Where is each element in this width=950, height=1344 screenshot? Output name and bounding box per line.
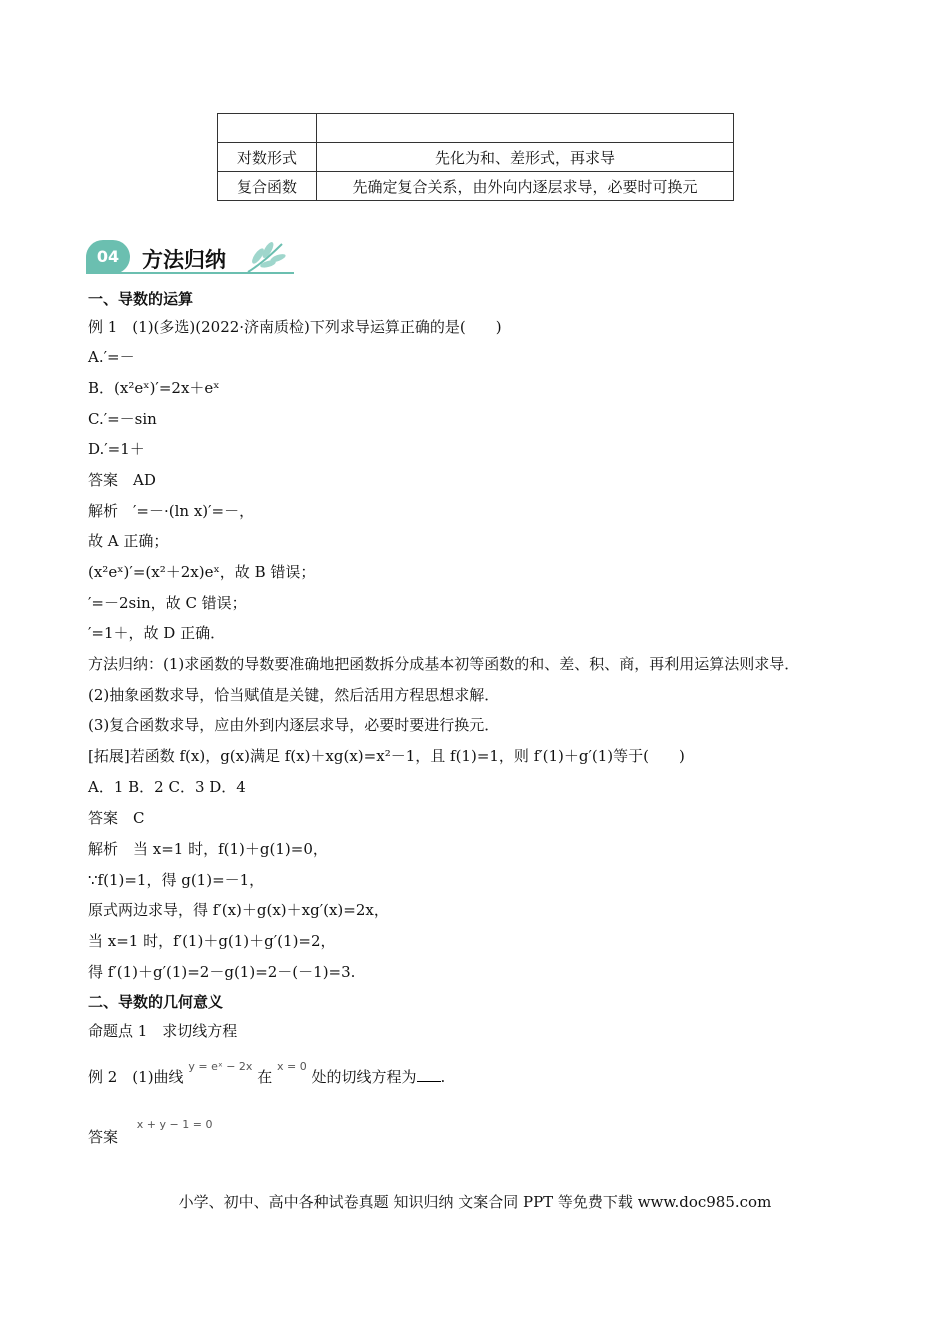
curve-formula: y = eˣ − 2x (188, 1060, 253, 1073)
example1-question: 例 1 (1)(多选)(2022·济南质检)下列求导运算正确的是( ) (88, 318, 502, 336)
method-summary-2: (2)抽象函数求导，恰当赋值是关键，然后活用方程思想求解． (88, 686, 500, 704)
leaf-icon (244, 238, 288, 280)
answer-extension: 答案 C (88, 809, 145, 827)
analysis-line: 得 f′(1)＋g′(1)=2－g(1)=2－(－1)=3. (88, 963, 356, 981)
analysis-line: 原式两边求导，得 f′(x)＋g(x)＋xg′(x)=2x， (88, 901, 389, 919)
analysis-line: 当 x=1 时，f′(1)＋g(1)＋g′(1)=2， (88, 932, 336, 950)
option-a: A.′=－ (88, 348, 135, 366)
analysis-line: ′=1＋，故 D 正确． (88, 624, 226, 642)
example2-prefix: 例 2 (1)曲线 (88, 1068, 184, 1086)
answer-2 (88, 1118, 213, 1150)
section-number-badge: 04 (86, 240, 130, 274)
table-cell: 先化为和、差形式，再求导 (317, 143, 734, 172)
analysis-line: 故 A 正确； (88, 532, 169, 550)
example2-mid: 在 (257, 1068, 273, 1086)
method-summary-3: (3)复合函数求导，应由外到内逐层求导，必要时要进行换元． (88, 716, 500, 734)
table-row (218, 172, 734, 201)
extension-question: [拓展]若函数 f(x)，g(x)满足 f(x)＋xg(x)=x²－1，且 f(1)=1，则 f′(1)＋g′(1)等于( ) (88, 747, 685, 765)
answer-1: 答案 AD (88, 471, 156, 489)
heading-derivative-operations: 一、导数的运算 (88, 290, 194, 308)
table-cell: 复合函数 (218, 172, 317, 201)
analysis-extension: 解析 当 x=1 时，f(1)＋g(1)=0， (88, 840, 328, 858)
formula-table (217, 113, 734, 201)
extension-options: A．1 B．2 C．3 D．4 (88, 778, 246, 796)
section-title: 方法归纳 (142, 248, 226, 272)
answer-blank (417, 1067, 441, 1082)
example2-suffix: 处的切线方程为 (311, 1068, 417, 1086)
option-c: C.′=－sin (88, 410, 157, 428)
table-cell: 先确定复合关系，由外向内逐层求导，必要时可换元 (317, 172, 734, 201)
option-d: D.′=1＋ (88, 440, 145, 458)
page-footer: 小学、初中、高中各种试卷真题 知识归纳 文案合同 PPT 等免费下载 www.doc985.com (178, 1193, 772, 1211)
option-b: B．(x²eˣ)′=2x＋eˣ (88, 379, 220, 397)
analysis-1: 解析 ′=－·(ln x)′=－， (88, 502, 255, 520)
answer-label: 答案 (88, 1128, 119, 1146)
table-cell (218, 114, 317, 143)
table-cell (317, 114, 734, 143)
example2-question (88, 1060, 446, 1090)
heading-geometric-meaning: 二、导数的几何意义 (88, 993, 224, 1011)
example2-end: . (440, 1068, 446, 1086)
proposition-1: 命题点 1 求切线方程 (88, 1022, 238, 1040)
table-row (218, 143, 734, 172)
answer-formula: x + y − 1 = 0 (136, 1118, 213, 1131)
table-cell: 对数形式 (218, 143, 317, 172)
analysis-line: ∵f(1)=1，得 g(1)=－1， (88, 871, 265, 889)
analysis-line: ′=－2sin，故 C 错误； (88, 594, 247, 612)
point-formula: x = 0 (277, 1060, 307, 1073)
method-summary-1: 方法归纳：(1)求函数的导数要准确地把函数拆分成基本初等函数的和、差、积、商，再利用运算法则求导． (88, 655, 800, 673)
analysis-line: (x²eˣ)′=(x²＋2x)eˣ，故 B 错误； (88, 563, 316, 581)
table-row (218, 114, 734, 143)
